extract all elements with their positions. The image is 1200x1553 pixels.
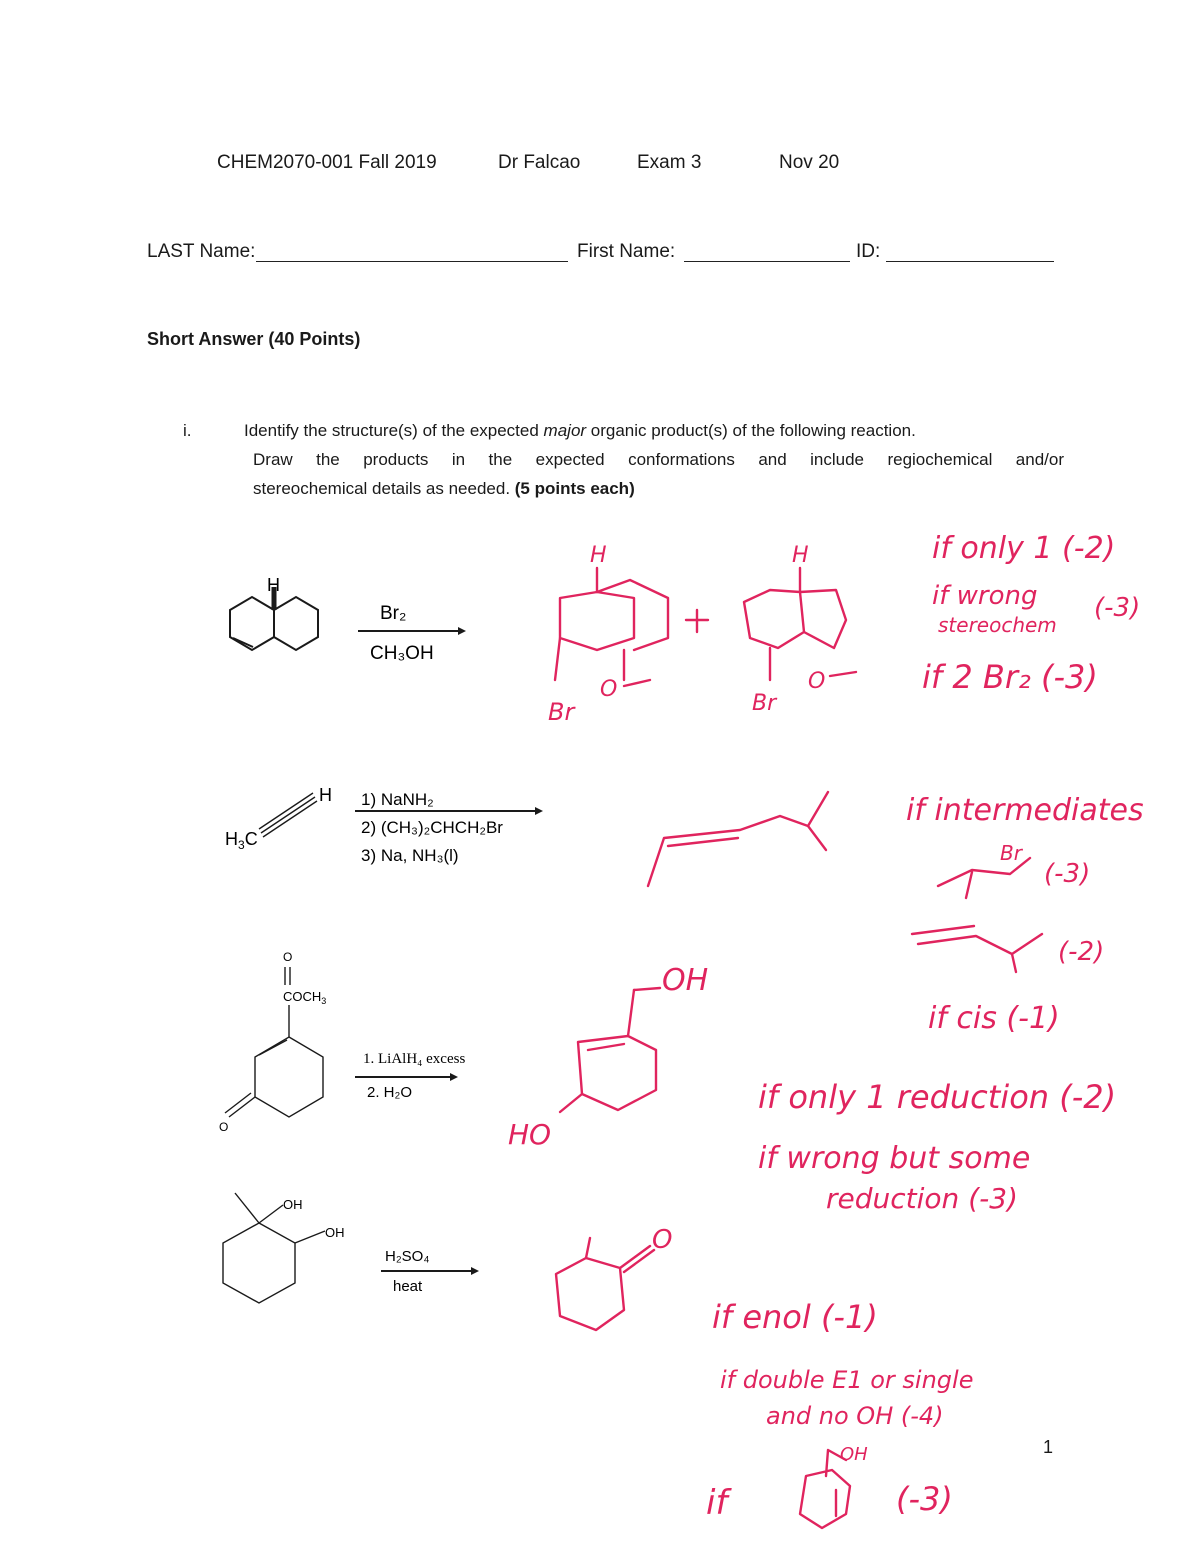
svg-text:H: H [319, 785, 332, 805]
id-field[interactable] [886, 261, 1054, 262]
plus-sign [686, 610, 708, 632]
svg-text:HO: HO [508, 1118, 552, 1151]
svg-text:if 2 Br₂ (-3): if 2 Br₂ (-3) [922, 658, 1098, 696]
instructor-name: Dr Falcao [498, 152, 581, 173]
svg-text:if intermediates: if intermediates [906, 793, 1144, 828]
svg-text:if cis (-1): if cis (-1) [928, 1001, 1060, 1036]
reaction-1-reagent-bottom: CH₃OH [370, 643, 434, 664]
svg-text:if wrong: if wrong [932, 581, 1038, 611]
reaction-1-product-b [744, 543, 856, 716]
reaction-3-step-2: 2. H₂O [367, 1084, 412, 1101]
svg-text:(-3): (-3) [1044, 859, 1091, 889]
reaction-3-step-1: 1. LiAlH₄ excess [363, 1051, 466, 1067]
last-name-label: LAST Name: [147, 241, 256, 262]
svg-text:stereochem: stereochem [938, 613, 1057, 637]
svg-text:O: O [652, 1225, 673, 1255]
first-name-field[interactable] [684, 261, 850, 262]
course-title: CHEM2070-001 Fall 2019 [217, 152, 437, 173]
svg-text:if only 1 (-2): if only 1 (-2) [932, 531, 1116, 566]
svg-text:H3C: $H_3C$ [225, 829, 258, 852]
grading-annotations [0, 520, 1200, 1553]
svg-text:H: H [590, 543, 607, 568]
reaction-3-grading-notes [758, 1078, 1116, 1215]
svg-text:OH: OH [325, 1225, 345, 1240]
question-line-1: Identify the structure(s) of the expected major organic product(s) of the following reaction. [244, 421, 916, 440]
svg-text:and no OH (-4): and no OH (-4) [766, 1402, 944, 1430]
svg-text:O: O [600, 677, 618, 702]
svg-text:if wrong but some: if wrong but some [758, 1141, 1031, 1176]
question-number: i. [183, 421, 192, 440]
id-label: ID: [856, 241, 881, 262]
reaction-3-product [508, 963, 708, 1151]
reaction-2-step-1: 1) NaNH₂ [361, 790, 434, 809]
reaction-4-reagent-top: H₂SO₄ [385, 1248, 430, 1265]
svg-text:reduction (-3): reduction (-3) [826, 1182, 1018, 1215]
svg-text:OH: OH [840, 1444, 868, 1465]
exam-label: Exam 3 [637, 152, 702, 173]
reaction-1-grading-notes [922, 531, 1140, 696]
question-line-3: stereochemical details as needed. (5 points each) [253, 479, 635, 498]
svg-text:OH: OH [283, 1197, 303, 1212]
reaction-2-step-2: 2) (CH₃)₂CHCH₂Br [361, 818, 503, 837]
page-number: 1 [1043, 1437, 1054, 1457]
svg-text:O: O [283, 950, 293, 964]
svg-text:if enol (-1): if enol (-1) [712, 1298, 878, 1336]
svg-text:OH: OH [662, 963, 709, 998]
svg-text:(-2): (-2) [1058, 937, 1105, 967]
reaction-2-product [648, 792, 828, 886]
reaction-1-reagent-top: Br₂ [380, 603, 407, 624]
svg-text:Br: Br [752, 691, 777, 716]
reaction-2-grading-notes [906, 793, 1144, 1036]
last-name-field[interactable] [256, 261, 568, 262]
svg-text:Br: Br [548, 698, 575, 726]
first-name-label: First Name: [577, 241, 676, 262]
reaction-4-reagent-bottom: heat [393, 1278, 423, 1295]
svg-text:if only 1 reduction (-2): if only 1 reduction (-2) [758, 1078, 1117, 1116]
section-title: Short Answer (40 Points) [147, 329, 361, 349]
svg-text:if: if [706, 1483, 728, 1523]
reaction-1-product-a [548, 543, 668, 726]
reaction-4-grading-notes [706, 1298, 973, 1528]
svg-text:H: H [267, 575, 280, 595]
reaction-4-product [556, 1225, 672, 1330]
question-line-2: Draw the products in the expected conformations and include regiochemical and/or [253, 450, 1064, 469]
svg-text:Br: Br [1000, 841, 1022, 865]
svg-text:if double E1 or single: if double E1 or single [720, 1366, 974, 1394]
svg-text:H: H [792, 543, 809, 568]
exam-date: Nov 20 [779, 152, 840, 173]
question-text [244, 416, 1064, 503]
reaction-2-step-3: 3) Na, NH₃(l) [361, 846, 459, 865]
svg-text:O: O [808, 669, 826, 694]
svg-text:(-3): (-3) [1094, 593, 1141, 623]
svg-text:O: O [219, 1120, 229, 1134]
svg-text:(-3): (-3) [896, 1480, 953, 1518]
svg-text:COCH3: $COCH_3$ [283, 989, 327, 1006]
